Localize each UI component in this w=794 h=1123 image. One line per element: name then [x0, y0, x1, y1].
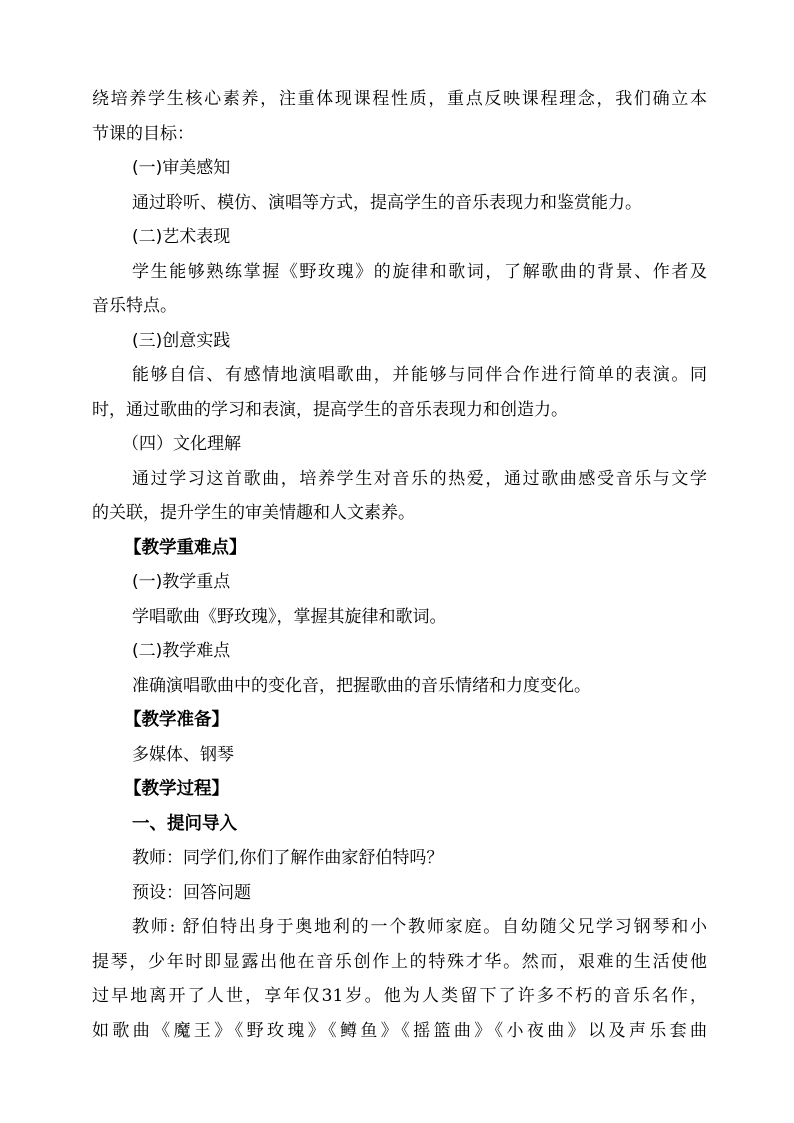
document-page — [92, 82, 707, 1048]
key-point-2-text: 准确演唱歌曲中的变化音，把握歌曲的音乐情绪和力度变化。 — [132, 675, 591, 696]
section-process: 【教学过程】 — [124, 779, 229, 799]
step-1-heading: 一、提问导入 — [132, 813, 237, 834]
objective-3-text-line-2: 时，通过歌曲的学习和表演，提高学生的音乐表现力和创造力。 — [92, 399, 568, 420]
objective-4-text-line-2: 的关联，提升学生的审美情趣和人文素养。 — [92, 503, 415, 523]
teacher-intro-line-4: 如歌曲《魔王》《野玫瑰》《鳟鱼》《摇篮曲》《小夜曲》以及声乐套曲 — [92, 1020, 707, 1041]
teacher-intro-line-1: 教师: 舒伯特出身于奥地利的一个教师家庭。自幼随父兄学习钢琴和小 — [132, 917, 707, 937]
preset-answer: 预设：回答问题 — [132, 882, 251, 903]
intro-line-1: 绕培养学生核心素养，注重体现课程性质，重点反映课程理念，我们确立本 — [92, 89, 707, 109]
objective-4-heading: （四）文化理解 — [122, 434, 241, 454]
teacher-intro-line-3: 过早地离开了人世，享年仅31岁。他为人类留下了许多不朽的音乐名作， — [92, 986, 707, 1006]
intro-line-2: 节课的目标： — [92, 123, 194, 144]
objective-1-heading: (一)审美感知 — [132, 158, 231, 178]
objective-4-text-line-1: 通过学习这首歌曲，培养学生对音乐的热爱，通过歌曲感受音乐与文学 — [132, 468, 707, 489]
teacher-intro-line-2: 提琴，少年时即显露出他在音乐创作上的特殊才华。然而，艰难的生活使他 — [92, 951, 707, 972]
preparation-text: 多媒体、钢琴 — [132, 744, 234, 765]
section-key-points: 【教学重难点】 — [124, 537, 247, 558]
key-point-1-text: 学唱歌曲《野玫瑰》，掌握其旋律和歌词。 — [132, 606, 447, 627]
objective-1-text: 通过聆听、模仿、演唱等方式，提高学生的音乐表现力和鉴赏能力。 — [132, 192, 642, 213]
objective-3-text-line-1: 能够自信、有感情地演唱歌曲，并能够与同伴合作进行简单的表演。同 — [132, 365, 707, 385]
objective-2-text-line-1: 学生能够熟练掌握《野玫瑰》的旋律和歌词，了解歌曲的背景、作者及 — [132, 261, 707, 282]
objective-2-text-line-2: 音乐特点。 — [92, 296, 177, 316]
key-point-2-heading: (二)教学难点 — [132, 641, 231, 661]
objective-2-heading: (二)艺术表现 — [132, 227, 231, 247]
section-preparation: 【教学准备】 — [124, 710, 229, 730]
teacher-question: 教师：同学们,你们了解作曲家舒伯特吗？ — [132, 848, 444, 868]
key-point-1-heading: (一)教学重点 — [132, 572, 231, 592]
objective-3-heading: (三)创意实践 — [132, 330, 231, 351]
